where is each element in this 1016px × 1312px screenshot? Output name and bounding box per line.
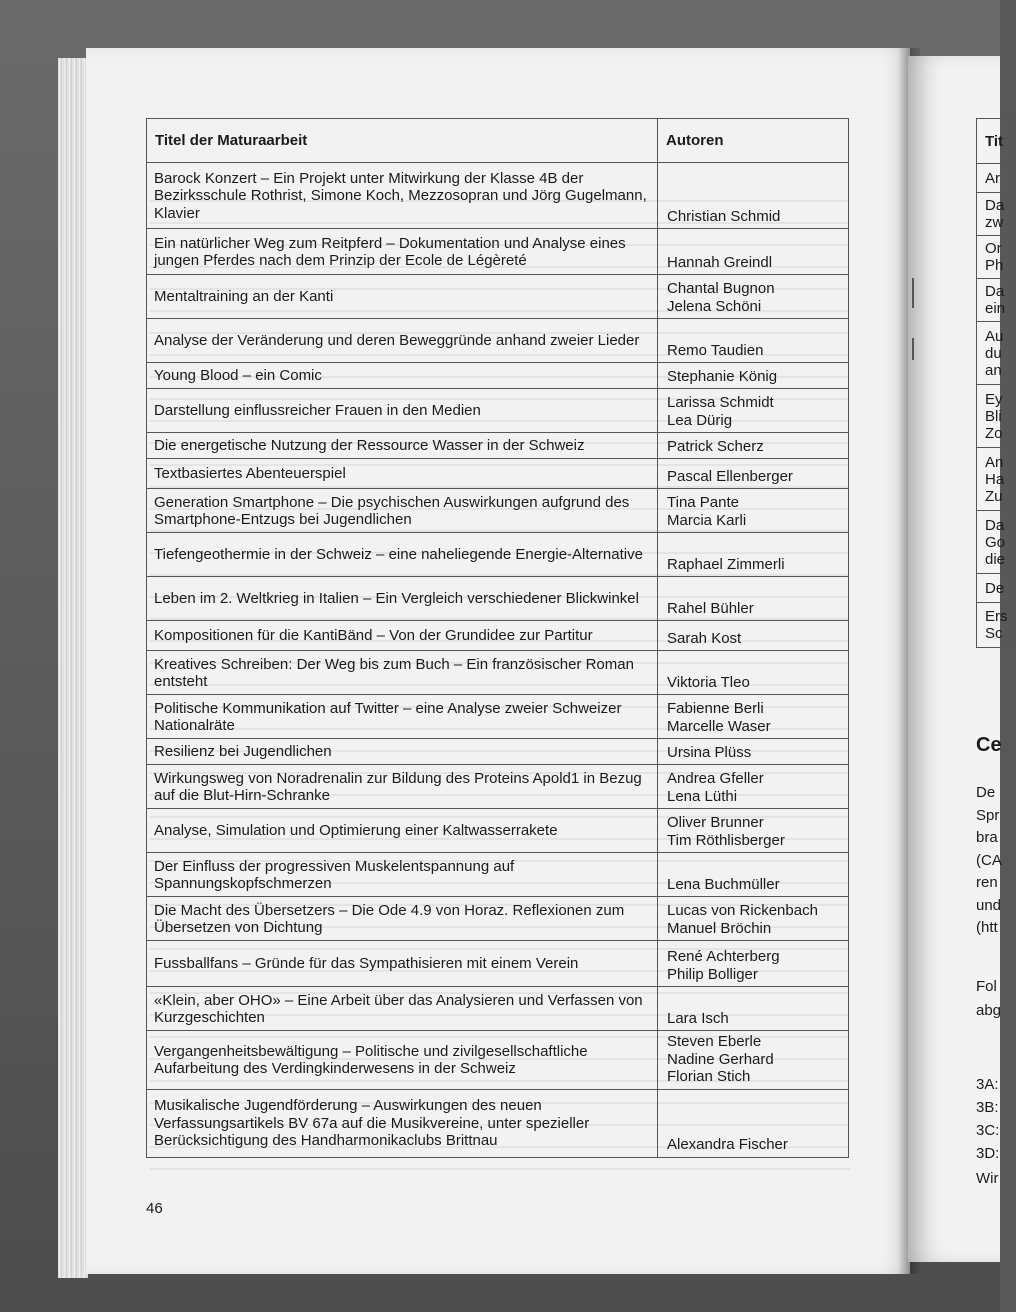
table-header-row (147, 119, 849, 163)
table-row (147, 533, 849, 577)
thesis-title-cell: Darstellung einflussreicher Frauen in den Medien (147, 389, 658, 433)
author-name: Patrick Scherz (667, 437, 764, 455)
table-row (147, 739, 849, 765)
thesis-title-cell: Generation Smartphone – Die psychischen Auswirkungen aufgrund des Smartphone-Entzugs bei Jugendlichen (147, 489, 658, 533)
table-row (147, 987, 849, 1031)
column-header-authors: Autoren (658, 119, 849, 163)
authors-cell (658, 941, 849, 987)
table-body (147, 163, 849, 1158)
thesis-title-cell: «Klein, aber OHO» – Eine Arbeit über das Analysieren und Verfassen von Kurzgeschichten (147, 987, 658, 1031)
page-stack-edges (58, 58, 88, 1278)
thesis-title-cell: Tiefengeothermie in der Schweiz – eine naheliegende Energie-Alternative (147, 533, 658, 577)
cropped-cell: Da ein (977, 279, 1016, 322)
cropped-cell: An Ha Zu (977, 448, 1016, 511)
cropped-cell: Ey Bli Zo (977, 385, 1016, 448)
table-row (147, 363, 849, 389)
thesis-title-cell: Barock Konzert – Ein Projekt unter Mitwirkung der Klasse 4B der Bezirksschule Rothrist, Simone Koch, Mezzosopran und Jörg Gugelmann, Klavier (147, 163, 658, 229)
cropped-cell: Tit (977, 119, 1016, 164)
authors-cell (658, 765, 849, 809)
thesis-title-cell: Musikalische Jugendförderung – Auswirkungen des neuen Verfassungsartikels BV 67a auf die Musikvereine, unter spezieller Berücksichtigung des Handharmonikaclubs Brittnau (147, 1089, 658, 1157)
cropped-cell: Da zw (977, 193, 1016, 236)
cropped-cell: Or Ph (977, 236, 1016, 279)
cropped-text-line: Spr (976, 806, 1000, 824)
thesis-title-cell: Der Einfluss der progressiven Muskelentspannung auf Spannungskopfschmerzen (147, 853, 658, 897)
author-name: Rahel Bühler (667, 599, 754, 617)
table-row (147, 651, 849, 695)
cropped-cell: De (977, 574, 1016, 603)
authors-cell (658, 275, 849, 319)
author-name: Stephanie König (667, 367, 778, 385)
thesis-title-cell: Die Macht des Übersetzers – Die Ode 4.9 von Horaz. Reflexionen zum Übersetzen von Dichtung (147, 897, 658, 941)
authors-cell (658, 853, 849, 897)
author-name: Ursina Plüss (667, 743, 752, 761)
authors-cell (658, 1031, 849, 1090)
table-row (977, 236, 1016, 279)
author-name: Philip Bolliger (667, 965, 758, 983)
table-row (147, 275, 849, 319)
cropped-text-line: 3D: (976, 1145, 1000, 1162)
authors-cell (658, 459, 849, 489)
author-name: Viktoria Tleo (667, 673, 750, 691)
cropped-text-line: 3B: (976, 1099, 999, 1116)
table-row (147, 897, 849, 941)
right-page-heading-fragment: Ce (976, 734, 1002, 756)
maturaarbeit-table (146, 118, 849, 1158)
cropped-text-line: bra (976, 829, 998, 846)
thesis-title-cell: Young Blood – ein Comic (147, 363, 658, 389)
table-row (147, 319, 849, 363)
table-row (977, 448, 1016, 511)
table-row (147, 621, 849, 651)
author-name: Lena Lüthi (667, 787, 738, 805)
thesis-title-cell: Analyse, Simulation und Optimierung einer Kaltwasserrakete (147, 809, 658, 853)
cropped-cell: Ers Sc (977, 603, 1016, 648)
author-name: Manuel Bröchin (667, 919, 772, 937)
table-row (147, 229, 849, 275)
table-row (147, 941, 849, 987)
cropped-text-line: Wir (976, 1170, 999, 1187)
thesis-title-cell: Mentaltraining an der Kanti (147, 275, 658, 319)
table-row (147, 695, 849, 739)
author-name: Alexandra Fischer (667, 1136, 788, 1153)
author-name: Pascal Ellenberger (667, 467, 793, 485)
author-name: Lena Buchmüller (667, 875, 780, 893)
author-name: Lea Dürig (667, 411, 733, 429)
author-name: Chantal Bugnon (667, 280, 775, 297)
table-row (147, 489, 849, 533)
table-row (977, 279, 1016, 322)
cropped-text-line: 3C: (976, 1122, 1000, 1139)
thesis-title-cell: Vergangenheitsbewältigung – Politische und zivilgesellschaftliche Aufarbeitung des Verdingkinderwesens in der Schweiz (147, 1031, 658, 1090)
table-row (977, 322, 1016, 385)
page-number: 46 (146, 1200, 163, 1217)
authors-cell (658, 319, 849, 363)
table-row (147, 765, 849, 809)
authors-cell (658, 389, 849, 433)
author-name: Sarah Kost (667, 629, 742, 647)
table-row (147, 853, 849, 897)
margin-mark (912, 278, 914, 308)
table-row (147, 577, 849, 621)
table-row (147, 1089, 849, 1157)
margin-mark (912, 338, 914, 360)
author-name: Steven Eberle (667, 1033, 762, 1050)
authors-cell (658, 1089, 849, 1157)
author-name: Tina Pante (667, 494, 739, 511)
cropped-cell: Au du an (977, 322, 1016, 385)
table-row (147, 433, 849, 459)
thesis-title-cell: Kompositionen für die KantiBänd – Von der Grundidee zur Partitur (147, 621, 658, 651)
column-header-title: Titel der Maturaarbeit (147, 119, 658, 163)
author-name: Christian Schmid (667, 207, 781, 225)
right-page-table-fragment (976, 118, 1016, 648)
thesis-title-cell: Ein natürlicher Weg zum Reitpferd – Dokumentation und Analyse eines jungen Pferdes nach dem Prinzip der Ecole de Légèreté (147, 229, 658, 275)
thesis-title-cell: Resilienz bei Jugendlichen (147, 739, 658, 765)
author-name: Marcelle Waser (667, 717, 771, 735)
author-name: Hannah Greindl (667, 253, 773, 271)
author-name: Oliver Brunner (667, 814, 764, 831)
authors-cell (658, 739, 849, 765)
author-name: René Achterberg (667, 948, 780, 965)
table-row (977, 603, 1016, 648)
cropped-cell: Ar (977, 164, 1016, 193)
right-page (908, 56, 1008, 1262)
authors-cell (658, 621, 849, 651)
authors-cell (658, 809, 849, 853)
thesis-title-cell: Politische Kommunikation auf Twitter – eine Analyse zweier Schweizer Nationalräte (147, 695, 658, 739)
thesis-title-cell: Kreatives Schreiben: Der Weg bis zum Buch – Ein französischer Roman entsteht (147, 651, 658, 695)
table-row (147, 1031, 849, 1090)
author-name: Marcia Karli (667, 511, 747, 529)
authors-cell (658, 433, 849, 459)
authors-cell (658, 651, 849, 695)
table-row (977, 193, 1016, 236)
authors-cell (658, 897, 849, 941)
thesis-title-cell: Analyse der Veränderung und deren Beweggründe anhand zweier Lieder (147, 319, 658, 363)
authors-cell (658, 577, 849, 621)
cropped-text-line: (htt (976, 919, 998, 936)
table-row (147, 809, 849, 853)
author-name: Tim Röthlisberger (667, 831, 785, 849)
cropped-cell: Da Go die (977, 511, 1016, 574)
thesis-title-cell: Leben im 2. Weltkrieg in Italien – Ein Vergleich verschiedener Blickwinkel (147, 577, 658, 621)
author-name: Fabienne Berli (667, 700, 764, 717)
cropped-text-line: 3A: (976, 1076, 999, 1093)
cropped-text-line: Fol (976, 978, 997, 995)
author-name: Jelena Schöni (667, 297, 762, 315)
table-row (977, 119, 1016, 164)
thesis-title-cell: Die energetische Nutzung der Ressource Wasser in der Schweiz (147, 433, 658, 459)
author-name: Larissa Schmidt (667, 394, 774, 411)
author-name: Nadine Gerhard (667, 1050, 774, 1068)
thesis-title-cell: Wirkungsweg von Noradrenalin zur Bildung des Proteins Apold1 in Bezug auf die Blut-Hirn-Schranke (147, 765, 658, 809)
table-row (977, 574, 1016, 603)
cropped-text-line: abg (976, 1002, 1002, 1019)
authors-cell (658, 489, 849, 533)
author-name: Lucas von Rickenbach (667, 902, 818, 919)
authors-cell (658, 695, 849, 739)
cropped-text-line: ren (976, 874, 998, 891)
thesis-title-cell: Fussballfans – Gründe für das Sympathisieren mit einem Verein (147, 941, 658, 987)
cropped-text-line: und (976, 896, 1002, 914)
authors-cell (658, 363, 849, 389)
table-row (977, 164, 1016, 193)
authors-cell (658, 987, 849, 1031)
author-name: Lara Isch (667, 1009, 729, 1027)
author-name: Raphael Zimmerli (667, 555, 785, 573)
authors-cell (658, 533, 849, 577)
table-row (977, 511, 1016, 574)
cropped-text-line: (CA (976, 851, 1002, 869)
table-row (977, 385, 1016, 448)
authors-cell (658, 229, 849, 275)
table-row (147, 459, 849, 489)
author-name: Andrea Gfeller (667, 770, 764, 787)
cropped-text-line: De (976, 784, 996, 801)
thesis-title-cell: Textbasiertes Abenteuerspiel (147, 459, 658, 489)
authors-cell (658, 163, 849, 229)
author-name: Florian Stich (667, 1068, 751, 1085)
table-row (147, 163, 849, 229)
author-name: Remo Taudien (667, 341, 764, 359)
table-row (147, 389, 849, 433)
